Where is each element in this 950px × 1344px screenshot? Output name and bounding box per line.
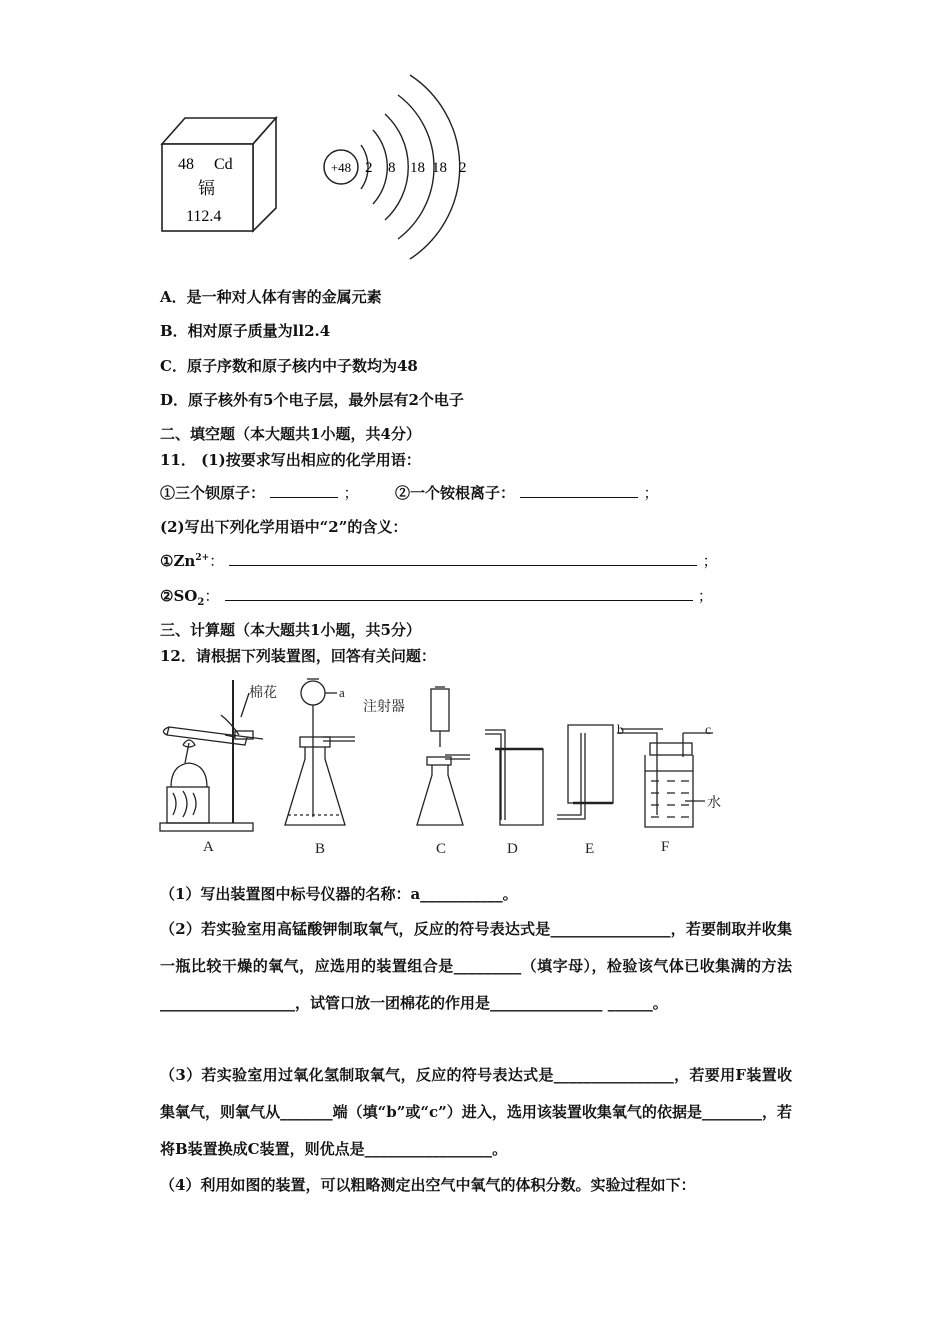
q12-stem: 12．请根据下列装置图，回答有关问题：	[160, 647, 436, 665]
apparatus-c	[417, 687, 470, 825]
apparatus-d	[485, 730, 543, 825]
q11-item2-label: ②一个铵根离子：	[395, 484, 516, 502]
label-d: D	[507, 841, 518, 857]
element-number: 48	[178, 156, 194, 173]
q11-item1-blank[interactable]	[270, 483, 338, 498]
shell-3-count: 18	[410, 160, 425, 176]
label-f: F	[661, 839, 670, 855]
label-a: A	[203, 839, 214, 855]
q11-item1	[160, 482, 359, 503]
label-syringe: 注射器	[363, 699, 405, 715]
q11-item1-sep: ；	[343, 484, 359, 502]
element-symbol: Cd	[214, 156, 233, 173]
q11-item2-blank[interactable]	[520, 483, 638, 498]
shell-5-count: 2	[459, 160, 467, 176]
label-c: C	[436, 841, 447, 857]
section-3-title: 三、计算题（本大题共1小题，共5分）	[160, 621, 421, 639]
q11-item2	[395, 482, 659, 503]
section-2-title: 二、填空题（本大题共1小题，共4分）	[160, 425, 421, 443]
zn-answer-blank[interactable]	[229, 551, 697, 566]
element-card	[155, 112, 285, 236]
option-a[interactable]: A．是一种对人体有害的金属元素	[160, 288, 382, 306]
element-name: 镉	[198, 179, 215, 199]
q11-item2-sep: ；	[643, 484, 659, 502]
zn-sep: ；	[702, 552, 718, 570]
option-b[interactable]: B．相对原子质量为ll2.4	[160, 322, 331, 340]
q12-part1: （1）写出装置图中标号仪器的名称：a___________。	[160, 885, 518, 903]
nucleus-charge: +48	[330, 160, 352, 175]
q11-so2-line	[160, 585, 713, 608]
shell-2-count: 8	[388, 160, 396, 176]
apparatus-f	[617, 729, 713, 827]
q11-zn-line	[160, 550, 718, 571]
label-e: E	[585, 841, 595, 857]
shell-4-count: 18	[432, 160, 447, 176]
zn-charge: 2+	[195, 553, 210, 563]
label-b: B	[315, 841, 326, 857]
q11-item1-label: ①三个钡原子：	[160, 484, 266, 502]
apparatus-a	[160, 680, 263, 831]
so2-colon: ：	[204, 587, 220, 605]
q12-part2: （2）若实验室用高锰酸钾制取氧气，反应的符号表达式是________________，若要制取并收集一瓶比较干燥的氧气，应选用的装置组合是_________（填字母），检验该气体已收集满的方法__________________，试管口放一团棉花的作用是_______________ ______。	[160, 920, 792, 1012]
element-mass: 112.4	[186, 208, 222, 225]
shell-1-count: 2	[365, 160, 373, 176]
label-funnel-a: a	[339, 685, 345, 700]
so2-subscript: 2	[197, 597, 205, 608]
so2-answer-blank[interactable]	[225, 586, 693, 601]
q12-part4: （4）利用如图的装置，可以粗略测定出空气中氧气的体积分数。实验过程如下：	[160, 1176, 696, 1194]
so2-sep: ；	[697, 587, 713, 605]
label-cotton: 棉花	[249, 685, 277, 701]
q11-part2: (2)写出下列化学用语中“2”的含义：	[160, 518, 408, 536]
zn-symbol: ①Zn	[160, 552, 196, 570]
option-c[interactable]: C．原子序数和原子核内中子数均为48	[160, 357, 418, 375]
label-water: 水	[707, 795, 721, 811]
q11-stem: 11． (1)按要求写出相应的化学用语：	[160, 451, 421, 469]
apparatus-b	[285, 679, 355, 825]
option-d[interactable]: D．原子核外有5个电子层，最外层有2个电子	[160, 391, 464, 409]
so2-symbol: ②SO	[160, 587, 198, 605]
q12-part3: （3）若实验室用过氧化氢制取氧气，反应的符号表达式是________________，若要用F装置收集氧气，则氧气从_______端（填“b”或“c”）进入，选用该装置收集氧气的依据是________，若将B装置换成C装置，则优点是_________________。	[160, 1066, 792, 1158]
zn-colon: ：	[209, 552, 225, 570]
label-port-b: b	[617, 723, 624, 738]
apparatus-e	[557, 725, 613, 819]
apparatus-figure	[155, 675, 735, 860]
atom-structure-diagram	[318, 68, 478, 263]
label-port-c: c	[705, 723, 712, 738]
